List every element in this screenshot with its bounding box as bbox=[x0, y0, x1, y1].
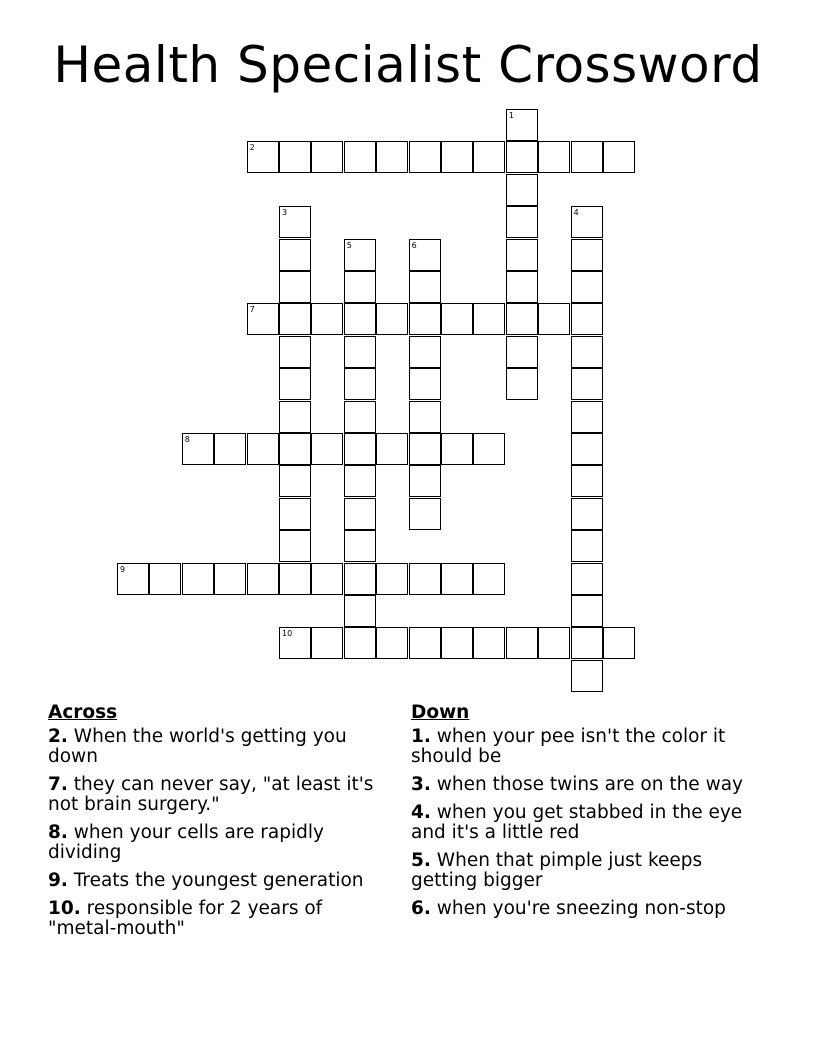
clue-number: 8. bbox=[48, 822, 68, 843]
grid-cell[interactable] bbox=[571, 206, 603, 238]
grid-cell[interactable] bbox=[571, 271, 603, 303]
grid-cell[interactable] bbox=[571, 563, 603, 595]
grid-cell[interactable] bbox=[571, 530, 603, 562]
grid-cell[interactable] bbox=[441, 303, 473, 335]
down-clue bbox=[411, 727, 751, 767]
cell-number: 3 bbox=[282, 208, 288, 218]
grid-cell[interactable] bbox=[311, 433, 343, 465]
grid-cell[interactable] bbox=[409, 239, 441, 271]
grid-cell[interactable] bbox=[506, 141, 538, 173]
grid-cell[interactable] bbox=[571, 141, 603, 173]
grid-cell[interactable] bbox=[311, 141, 343, 173]
grid-cell[interactable] bbox=[376, 433, 408, 465]
grid-cell[interactable] bbox=[409, 401, 441, 433]
grid-cell[interactable] bbox=[506, 627, 538, 659]
clue-number: 10. bbox=[48, 898, 81, 919]
grid-cell[interactable] bbox=[214, 433, 246, 465]
grid-cell[interactable] bbox=[571, 433, 603, 465]
cell-number: 5 bbox=[346, 240, 352, 250]
cell-number: 4 bbox=[573, 208, 579, 218]
clue-text: When that pimple just keeps getting bigger bbox=[411, 850, 703, 891]
grid-cell[interactable] bbox=[344, 239, 376, 271]
grid-cell[interactable] bbox=[279, 141, 311, 173]
grid-cell[interactable] bbox=[506, 239, 538, 271]
grid-cell[interactable] bbox=[571, 595, 603, 627]
grid-cell[interactable] bbox=[214, 563, 246, 595]
grid-cell[interactable] bbox=[409, 465, 441, 497]
grid-cell[interactable] bbox=[506, 303, 538, 335]
grid-cell[interactable] bbox=[571, 401, 603, 433]
down-heading: Down bbox=[411, 702, 470, 723]
across-clue bbox=[48, 871, 388, 891]
grid-cell[interactable] bbox=[344, 271, 376, 303]
grid-cell[interactable] bbox=[473, 563, 505, 595]
grid-cell[interactable] bbox=[473, 303, 505, 335]
grid-cell[interactable] bbox=[409, 498, 441, 530]
grid-cell[interactable] bbox=[409, 303, 441, 335]
grid-cell[interactable] bbox=[409, 433, 441, 465]
grid-cell[interactable] bbox=[149, 563, 181, 595]
grid-cell[interactable] bbox=[571, 336, 603, 368]
grid-cell[interactable] bbox=[344, 595, 376, 627]
grid-cell[interactable] bbox=[182, 563, 214, 595]
grid-cell[interactable] bbox=[279, 530, 311, 562]
grid-cell[interactable] bbox=[279, 433, 311, 465]
grid-cell[interactable] bbox=[409, 368, 441, 400]
grid-cell[interactable] bbox=[311, 627, 343, 659]
cell-number: 2 bbox=[249, 143, 255, 153]
grid-cell[interactable] bbox=[344, 141, 376, 173]
grid-cell[interactable] bbox=[279, 206, 311, 238]
grid-cell[interactable] bbox=[506, 368, 538, 400]
grid-cell[interactable] bbox=[506, 336, 538, 368]
cell-number: 8 bbox=[184, 435, 190, 444]
clue-number: 4. bbox=[411, 802, 431, 823]
grid-cell[interactable] bbox=[247, 563, 279, 595]
clue-text: they can never say, "at least it's not brain surgery." bbox=[48, 774, 374, 815]
grid-cell[interactable] bbox=[279, 303, 311, 335]
grid-cell[interactable] bbox=[571, 303, 603, 335]
down-clues bbox=[411, 703, 751, 927]
grid-cell[interactable] bbox=[571, 239, 603, 271]
grid-cell[interactable] bbox=[538, 303, 570, 335]
grid-cell[interactable] bbox=[344, 368, 376, 400]
grid-cell[interactable] bbox=[409, 336, 441, 368]
grid-cell[interactable] bbox=[473, 627, 505, 659]
clue-number: 9. bbox=[48, 870, 68, 891]
grid-cell[interactable] bbox=[279, 627, 311, 659]
across-clue bbox=[48, 899, 388, 939]
grid-cell[interactable] bbox=[441, 627, 473, 659]
grid-cell[interactable] bbox=[117, 563, 149, 595]
grid-cell[interactable] bbox=[344, 336, 376, 368]
grid-cell[interactable] bbox=[376, 141, 408, 173]
cell-number: 10 bbox=[282, 629, 293, 639]
clue-text: when you're sneezing non-stop bbox=[436, 898, 726, 919]
grid-cell[interactable] bbox=[376, 563, 408, 595]
grid-cell[interactable] bbox=[409, 271, 441, 303]
cell-number: 1 bbox=[508, 111, 514, 120]
grid-cell[interactable] bbox=[344, 627, 376, 659]
grid-cell[interactable] bbox=[182, 433, 214, 465]
grid-cell[interactable] bbox=[344, 401, 376, 433]
down-clue bbox=[411, 775, 751, 795]
grid-cell[interactable] bbox=[247, 303, 279, 335]
grid-cell[interactable] bbox=[344, 530, 376, 562]
grid-cell[interactable] bbox=[279, 239, 311, 271]
clue-number: 7. bbox=[48, 774, 68, 795]
clue-text: Treats the youngest generation bbox=[73, 870, 364, 891]
clue-text: when your cells are rapidly dividing bbox=[48, 822, 324, 863]
across-clue bbox=[48, 775, 388, 815]
clue-text: when those twins are on the way bbox=[436, 774, 743, 795]
grid-cell[interactable] bbox=[506, 109, 538, 141]
grid-cell[interactable] bbox=[538, 627, 570, 659]
grid-cell[interactable] bbox=[344, 465, 376, 497]
grid-cell[interactable] bbox=[506, 206, 538, 238]
grid-cell[interactable] bbox=[279, 271, 311, 303]
clue-text: When the world's getting you down bbox=[48, 726, 347, 767]
across-clue bbox=[48, 823, 388, 863]
clue-text: when your pee isn't the color it should be bbox=[411, 726, 726, 767]
grid-cell[interactable] bbox=[571, 498, 603, 530]
grid-cell[interactable] bbox=[506, 271, 538, 303]
clue-number: 5. bbox=[411, 850, 431, 871]
clue-number: 1. bbox=[411, 726, 431, 747]
grid-cell[interactable] bbox=[344, 498, 376, 530]
grid-cell[interactable] bbox=[506, 174, 538, 206]
grid-cell[interactable] bbox=[279, 336, 311, 368]
across-clue bbox=[48, 727, 388, 767]
grid-cell[interactable] bbox=[311, 303, 343, 335]
grid-cell[interactable] bbox=[344, 433, 376, 465]
grid-cell[interactable] bbox=[376, 627, 408, 659]
down-clue bbox=[411, 803, 751, 843]
grid-cell[interactable] bbox=[603, 141, 635, 173]
grid-cell[interactable] bbox=[538, 141, 570, 173]
grid-cell[interactable] bbox=[409, 563, 441, 595]
clue-number: 6. bbox=[411, 898, 431, 919]
across-heading: Across bbox=[48, 702, 118, 723]
page-title: Health Specialist Crossword bbox=[53, 36, 763, 94]
cell-number: 6 bbox=[411, 240, 417, 250]
across-clues bbox=[48, 703, 388, 947]
grid-cell[interactable] bbox=[473, 141, 505, 173]
grid-cell[interactable] bbox=[571, 627, 603, 659]
grid-cell[interactable] bbox=[247, 433, 279, 465]
grid-cell[interactable] bbox=[311, 563, 343, 595]
grid-cell[interactable] bbox=[279, 401, 311, 433]
clue-text: responsible for 2 years of "metal-mouth" bbox=[48, 898, 323, 939]
cell-number: 7 bbox=[249, 305, 255, 315]
grid-cell[interactable] bbox=[603, 627, 635, 659]
grid-cell[interactable] bbox=[571, 660, 603, 692]
grid-cell[interactable] bbox=[247, 141, 279, 173]
grid-cell[interactable] bbox=[279, 498, 311, 530]
grid-cell[interactable] bbox=[344, 563, 376, 595]
grid-cell[interactable] bbox=[279, 563, 311, 595]
grid-cell[interactable] bbox=[441, 141, 473, 173]
grid-cell[interactable] bbox=[571, 368, 603, 400]
grid-cell[interactable] bbox=[279, 368, 311, 400]
grid-cell[interactable] bbox=[473, 433, 505, 465]
grid-cell[interactable] bbox=[441, 433, 473, 465]
grid-cell[interactable] bbox=[344, 303, 376, 335]
clue-number: 2. bbox=[48, 726, 68, 747]
cell-number: 9 bbox=[120, 564, 126, 574]
grid-cell[interactable] bbox=[409, 141, 441, 173]
clue-text: when you get stabbed in the eye and it's a little red bbox=[411, 802, 743, 843]
grid-cell[interactable] bbox=[409, 627, 441, 659]
grid-cell[interactable] bbox=[441, 563, 473, 595]
grid-cell[interactable] bbox=[279, 465, 311, 497]
down-clue bbox=[411, 899, 751, 919]
grid-cell[interactable] bbox=[571, 465, 603, 497]
down-clue bbox=[411, 851, 751, 891]
clue-number: 3. bbox=[411, 774, 431, 795]
grid-cell[interactable] bbox=[376, 303, 408, 335]
